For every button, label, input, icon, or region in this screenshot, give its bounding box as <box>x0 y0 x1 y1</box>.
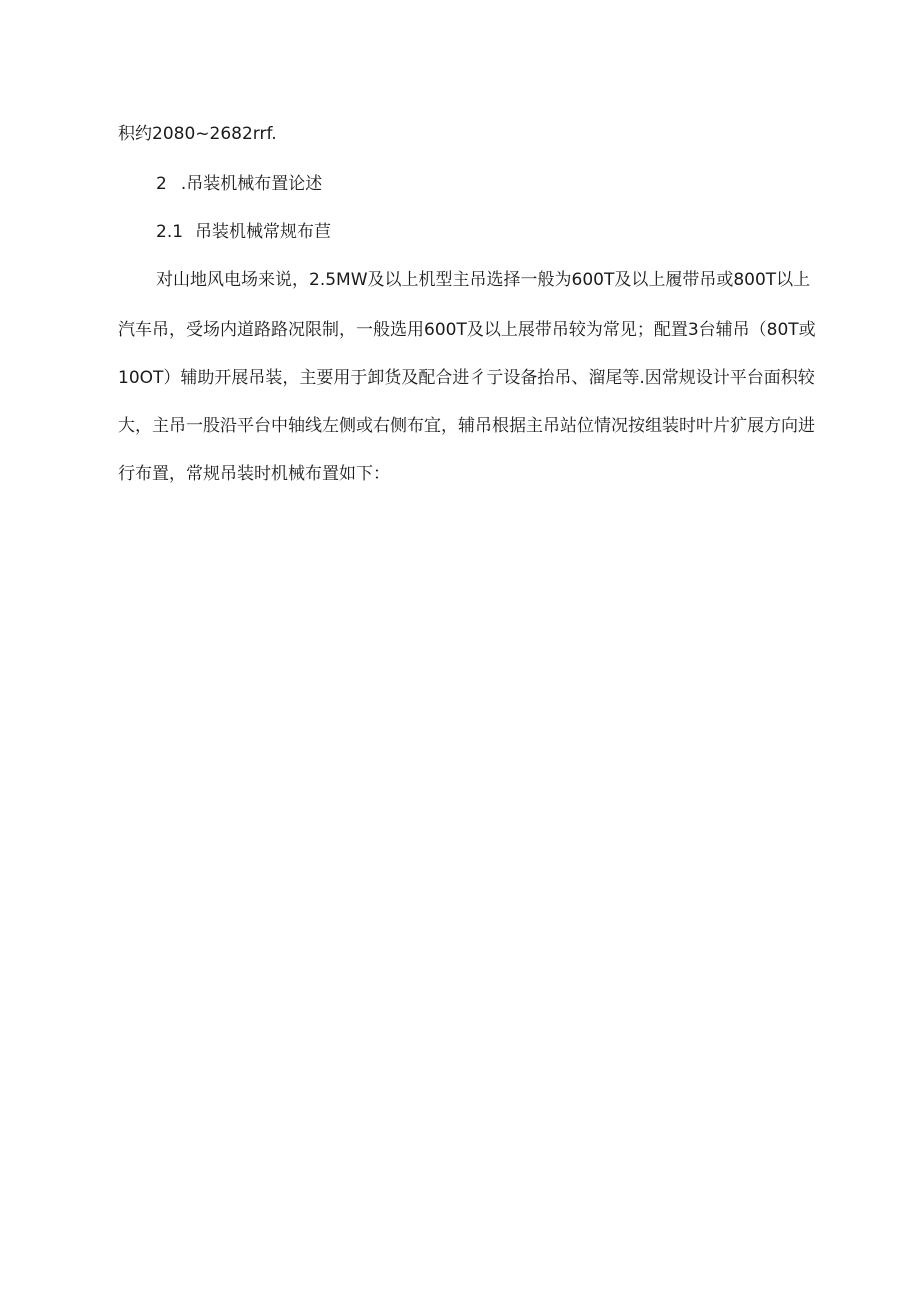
paragraph-line: 行布置，常规吊装时机械布置如下： <box>118 464 390 484</box>
paragraph-line: 10OT）辅助开展吊装，主要用于卸货及配合进彳亍设备抬吊、溜尾等.因常规设计平台面积较 <box>118 368 815 388</box>
section-number: 2 <box>156 174 167 194</box>
subsection-heading <box>156 220 331 244</box>
subsection-number: 2.1 <box>156 222 184 242</box>
paragraph-line: 汽车吊，受场内道路路况限制，一般选用600T及以上展带吊较为常见；配置3台辅吊（80T或 <box>118 320 816 340</box>
text-line-continuation: 积约2080~2682rrf. <box>118 124 277 144</box>
paragraph-line: 大，主吊一股沿平台中轴线左侧或右侧布宜，辅吊根据主吊站位情况按组装时叶片犷展方向进 <box>118 416 815 436</box>
subsection-title: 吊装机械常规布苣 <box>195 222 332 242</box>
paragraph-line: 对山地风电场来说，2.5MW及以上机型主吊选择一般为600T及以上履带吊或800T以上 <box>156 270 811 290</box>
section-heading <box>156 172 322 196</box>
section-title: .吊装机械布置论述 <box>180 174 323 194</box>
